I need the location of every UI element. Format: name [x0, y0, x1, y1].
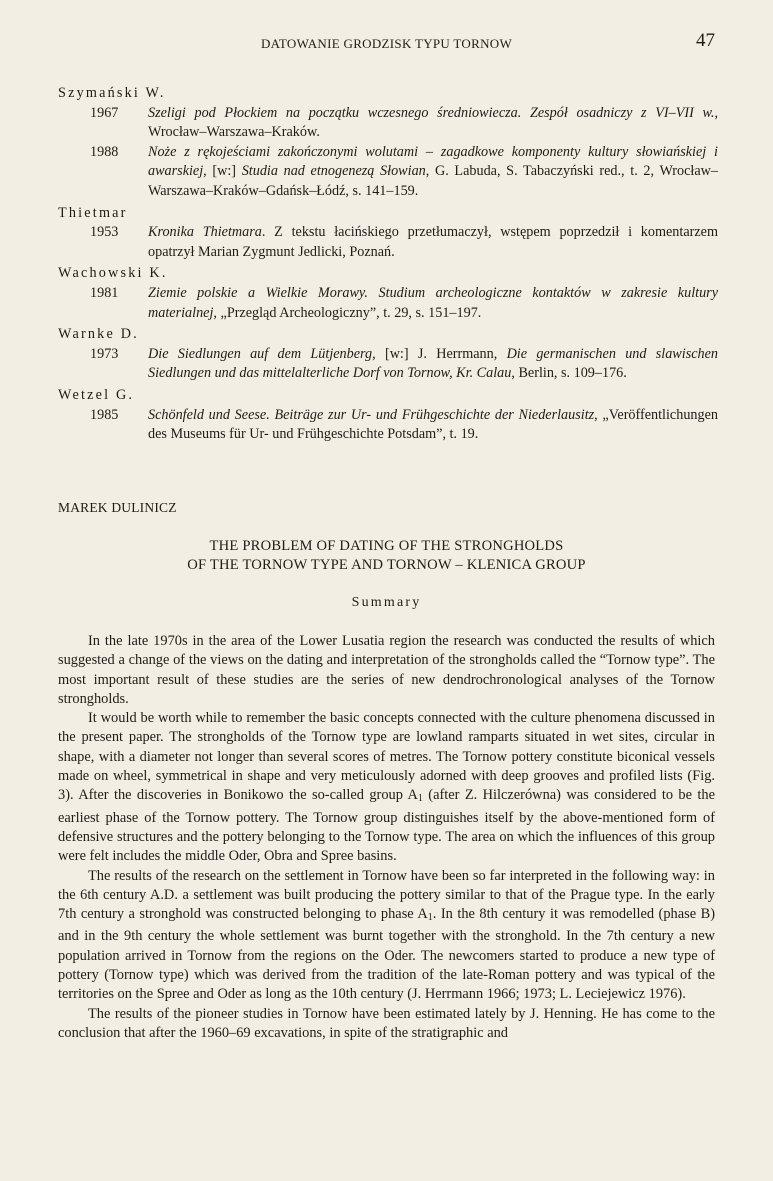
reference-title: Ziemie polskie a Wielkie Morawy. Studium archeologiczne kontaktów w zakresie kultury materialnej: [148, 284, 718, 321]
reference-year: 1953: [90, 224, 119, 241]
paragraph-text: The results of the research on the settlement in Tornow have been so far interpreted in the following way: in the 6th century A.D. a settlement was built producing the pottery similar to that of the Prague type. In the early 7th century a stronghold was constructed belonging to phase A: [58, 867, 715, 923]
summary-title-line-2: OF THE TORNOW TYPE AND TORNOW – KLENICA GROUP: [187, 557, 586, 573]
reference-title: Szeligi pod Płockiem na początku wczesnego średniowiecza. Zespół osadniczy z VI–VII w.: [148, 104, 715, 121]
reference-title: Kronika Thietmara: [148, 224, 262, 241]
summary-heading: Summary: [351, 595, 422, 610]
reference-author: Wachowski K.: [58, 265, 168, 282]
reference-year: 1973: [90, 345, 119, 362]
paragraph-text: The results of the pioneer studies in Tornow have been estimated lately by J. Henning. He has come to the conclusion that after the 1960–69 excavations, in spite of the stratigraphic and: [58, 1005, 715, 1041]
reference-detail: . Z tekstu łacińskiego przetłumaczył, wstępem poprzedził i komentarzem opatrzył Marian Zygmunt Jedlicki, Poznań.: [148, 224, 718, 260]
reference-title: Die germanischen und slawischen Siedlungen und das mittelalterliche Dorf von Tornow, Kr. Calau: [148, 345, 719, 382]
summary-author: MAREK DULINICZ: [58, 500, 177, 515]
reference-detail: , „Veröffentlichungen des Museums für Ur- und Frühgeschichte Potsdam”, t. 19.: [148, 406, 718, 443]
reference-detail: , Berlin, s. 109–176.: [511, 365, 627, 382]
reference-entry: [58, 143, 718, 202]
paragraph-text: (after Z. Hilczerówna) was considered to be the earliest phase of the Tornow pottery. The Tornow group distinguishes itself by the above-mentioned form of defensive structures and the pottery belonging to the Tornow type. The area on which the influences of this group were felt includes the middle Oder, Obra and Spree basins.: [58, 787, 715, 865]
reference-year: 1981: [90, 284, 119, 301]
reference-year: 1988: [90, 143, 119, 160]
reference-text: [148, 284, 718, 323]
reference-entry: [58, 284, 718, 323]
reference-title: Schönfeld und Seese. Beiträge zur Ur- und Frühgeschichte der Niederlausitz: [148, 406, 595, 423]
reference-entry: [58, 223, 718, 262]
bibliography: [58, 82, 718, 445]
paragraph-text: It would be worth while to remember the basic concepts connected with the culture phenomena discussed in the present paper. The strongholds of the Tornow type are lowland ramparts situated in wet sites, circular in shape, with a diameter not longer than several scores of metres. The Tornow pottery constitute biconical vessels made on wheel, symmetrical in shape and very meticulously adorned with deep grooves and profiled lists (Fig. 3). After the discoveries in Bonikowo the so-called group A: [58, 710, 715, 804]
summary-paragraph: [58, 867, 715, 1005]
reference-text: [148, 104, 718, 143]
reference-title: Die Siedlungen auf dem Lütjenberg: [148, 345, 373, 362]
page-number: 47: [696, 30, 715, 51]
subscript: 1: [427, 912, 433, 924]
reference-text: [148, 406, 718, 445]
summary-title-line-1: THE PROBLEM OF DATING OF THE STRONGHOLDS: [209, 538, 564, 554]
reference-entry: [58, 104, 718, 143]
summary-body: [58, 632, 715, 1043]
reference-title: Studia nad etnogenezą Słowian: [241, 163, 426, 180]
reference-entry: [58, 345, 718, 384]
reference-author: Warnke D.: [58, 326, 139, 343]
reference-text: [148, 345, 718, 384]
summary-paragraph: [58, 632, 715, 709]
reference-text: [148, 143, 718, 202]
reference-detail: , [w:]: [203, 163, 242, 180]
summary-paragraph: [58, 709, 715, 866]
reference-author: Thietmar: [58, 204, 128, 221]
running-title: DATOWANIE GRODZISK TYPU TORNOW: [260, 36, 513, 51]
paragraph-text: . In the 8th century it was remodelled (phase B) and in the 9th century the whole settlement was burnt together with the stronghold. In the 7th century a new population arrived in Tornow from the regions on the Oder. The newcomers started to produce a new type of pottery (Tornow type) which was derived from the tradition of the late-Roman pottery and was typical of the territories on the Spree and Oder as long as the 10th century (J. Herrmann 1966; 1973; L. Leciejewicz 1976).: [58, 906, 715, 1003]
reference-entry: [58, 406, 718, 445]
reference-year: 1967: [90, 104, 119, 121]
summary-title: [0, 537, 773, 575]
reference-detail: , Wrocław–Warszawa–Kraków.: [148, 104, 718, 141]
reference-text: [148, 223, 718, 262]
reference-title: Noże z rękojeściami zakończonymi wolutami – zagadkowe komponenty kultury słowiańskiej i awarskiej: [148, 143, 718, 180]
reference-detail: , [w:] J. Herrmann,: [372, 345, 507, 362]
reference-author: Szymański W.: [58, 85, 166, 101]
reference-detail: , G. Labuda, S. Tabaczyński red., t. 2, Wrocław–Warszawa–Kraków–Gdańsk–Łódź, s. 141–159.: [148, 163, 718, 199]
subscript: 1: [417, 793, 423, 805]
paragraph-text: In the late 1970s in the area of the Lower Lusatia region the research was conducted the results of which suggested a change of the views on the dating and interpretation of the strongholds called the “Tornow type”. The most important result of these studies are the series of new dendrochronological analyses of the Tornow strongholds.: [58, 633, 715, 707]
reference-year: 1985: [90, 406, 119, 423]
reference-detail: , „Przegląd Archeologiczny”, t. 29, s. 151–197.: [213, 304, 482, 321]
reference-author: Wetzel G.: [58, 386, 135, 403]
summary-paragraph: [58, 1005, 715, 1044]
